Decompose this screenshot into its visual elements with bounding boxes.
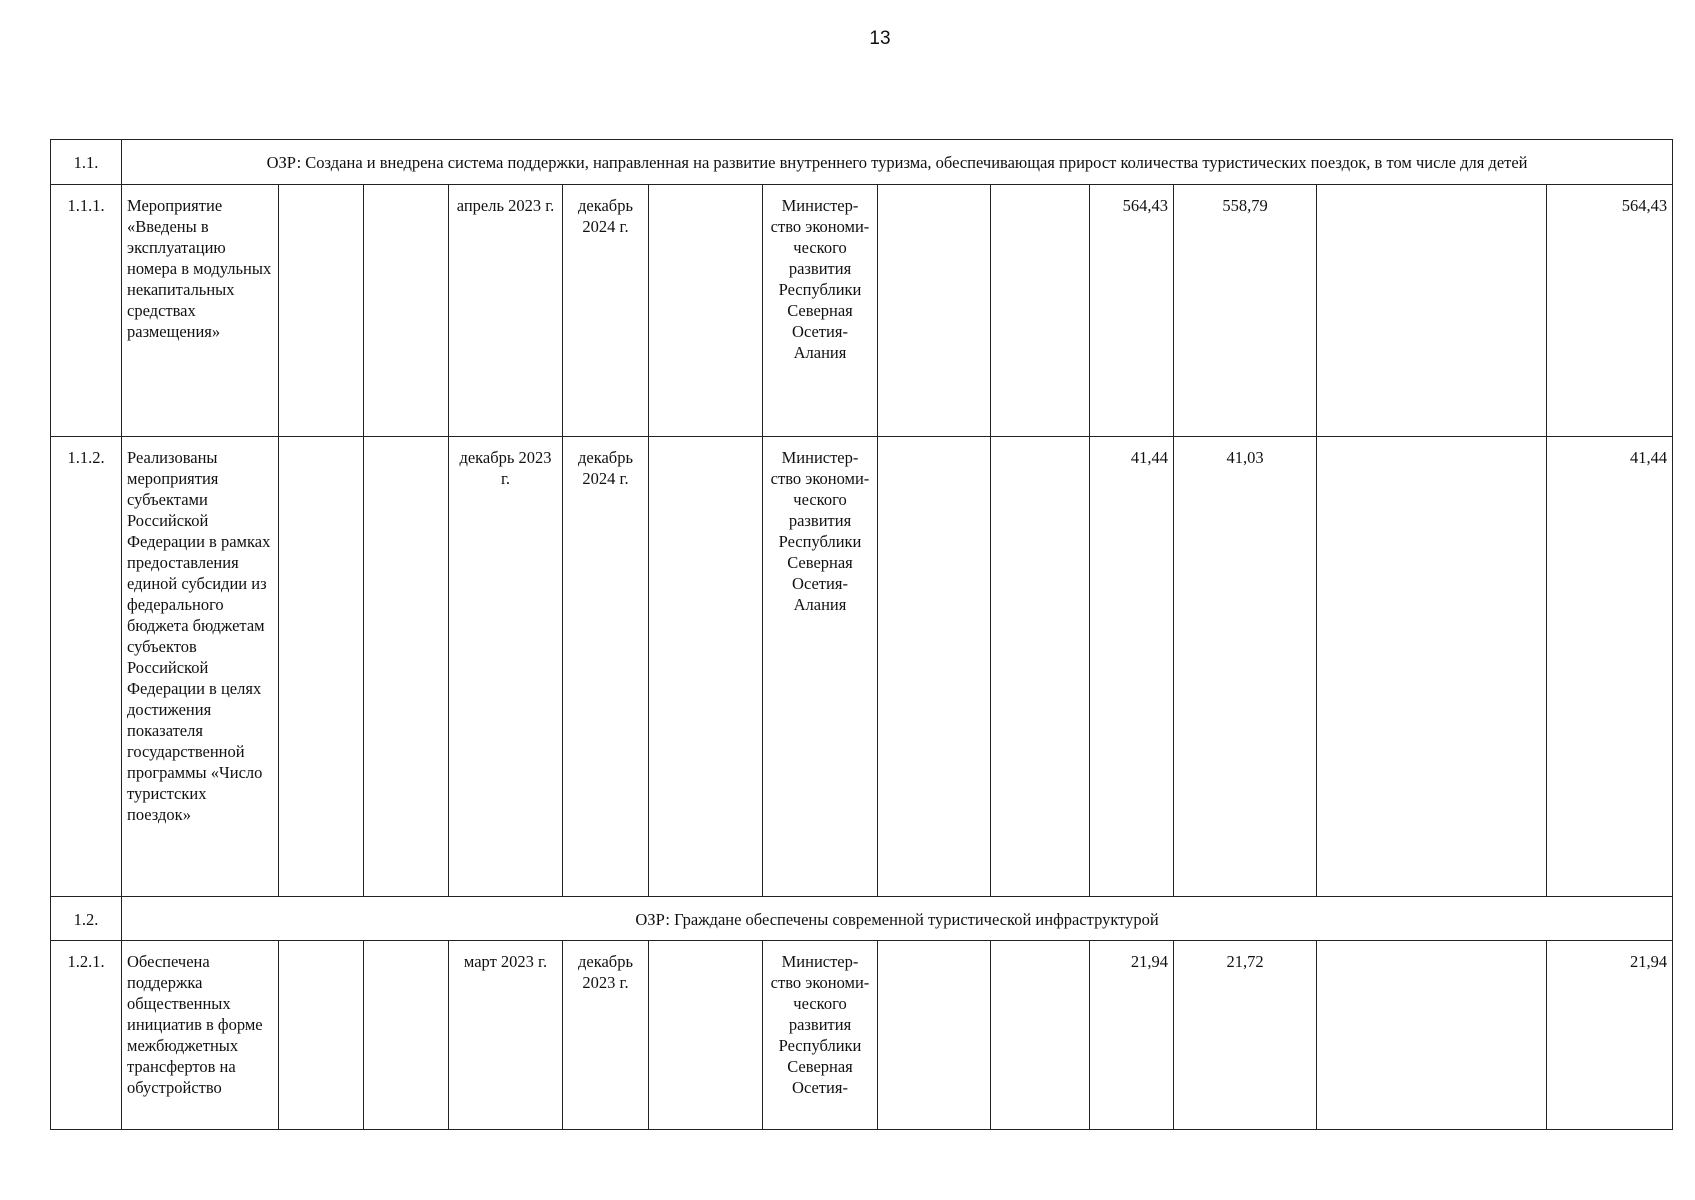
empty-cell: [991, 941, 1090, 1130]
section-code: 1.2.: [51, 897, 122, 941]
page-number: 13: [869, 28, 891, 49]
empty-cell: [878, 185, 991, 437]
empty-cell: [279, 437, 364, 897]
table-row: [51, 185, 1673, 437]
row-name: Обеспечена поддержка общественных инициатив в форме межбюджетных трансфертов на обустройство: [122, 941, 279, 1130]
row-code: 1.2.1.: [51, 941, 122, 1130]
row-executor: Министер-ство экономи-ческого развития Республики Северная Осетия-: [763, 941, 878, 1130]
row-value-2: 41,03: [1174, 437, 1317, 897]
empty-cell: [878, 437, 991, 897]
empty-cell: [1317, 437, 1547, 897]
row-value-2: 558,79: [1174, 185, 1317, 437]
empty-cell: [649, 437, 763, 897]
empty-cell: [991, 185, 1090, 437]
empty-cell: [364, 185, 449, 437]
plan-table: [50, 139, 1673, 1130]
row-value-3: 41,44: [1547, 437, 1673, 897]
row-value-1: 564,43: [1090, 185, 1174, 437]
row-start-date: декабрь 2023 г.: [449, 437, 563, 897]
section-title: ОЗР: Создана и внедрена система поддержки, направленная на развитие внутреннего туризма, обеспечивающая прирост количества туристических поездок, в том числе для детей: [122, 140, 1673, 185]
table-row: [51, 941, 1673, 1130]
row-code: 1.1.1.: [51, 185, 122, 437]
row-name: Реализованы мероприятия субъектами Российской Федерации в рамках предоставления единой субсидии из федерального бюджета бюджетам субъектов Российской Федерации в целях достижения показателя государственной программы «Число туристских поездок»: [122, 437, 279, 897]
empty-cell: [279, 185, 364, 437]
row-value-3: 564,43: [1547, 185, 1673, 437]
row-value-2: 21,72: [1174, 941, 1317, 1130]
section-row-1-2: [51, 897, 1673, 941]
empty-cell: [364, 941, 449, 1130]
empty-cell: [878, 941, 991, 1130]
row-end-date: декабрь 2023 г.: [563, 941, 649, 1130]
section-row-1-1: [51, 140, 1673, 185]
row-end-date: декабрь 2024 г.: [563, 437, 649, 897]
empty-cell: [649, 185, 763, 437]
row-executor: Министер-ство экономи-ческого развития Республики Северная Осетия-Алания: [763, 185, 878, 437]
empty-cell: [649, 941, 763, 1130]
empty-cell: [991, 437, 1090, 897]
row-code: 1.1.2.: [51, 437, 122, 897]
table-row: [51, 437, 1673, 897]
section-code: 1.1.: [51, 140, 122, 185]
row-name: Мероприятие «Введены в эксплуатацию номера в модульных некапитальных средствах размещения»: [122, 185, 279, 437]
row-start-date: март 2023 г.: [449, 941, 563, 1130]
row-executor: Министер-ство экономи-ческого развития Республики Северная Осетия-Алания: [763, 437, 878, 897]
row-end-date: декабрь 2024 г.: [563, 185, 649, 437]
empty-cell: [364, 437, 449, 897]
row-value-3: 21,94: [1547, 941, 1673, 1130]
row-start-date: апрель 2023 г.: [449, 185, 563, 437]
empty-cell: [1317, 185, 1547, 437]
row-value-1: 41,44: [1090, 437, 1174, 897]
section-title: ОЗР: Граждане обеспечены современной туристической инфраструктурой: [122, 897, 1673, 941]
empty-cell: [1317, 941, 1547, 1130]
empty-cell: [279, 941, 364, 1130]
row-value-1: 21,94: [1090, 941, 1174, 1130]
